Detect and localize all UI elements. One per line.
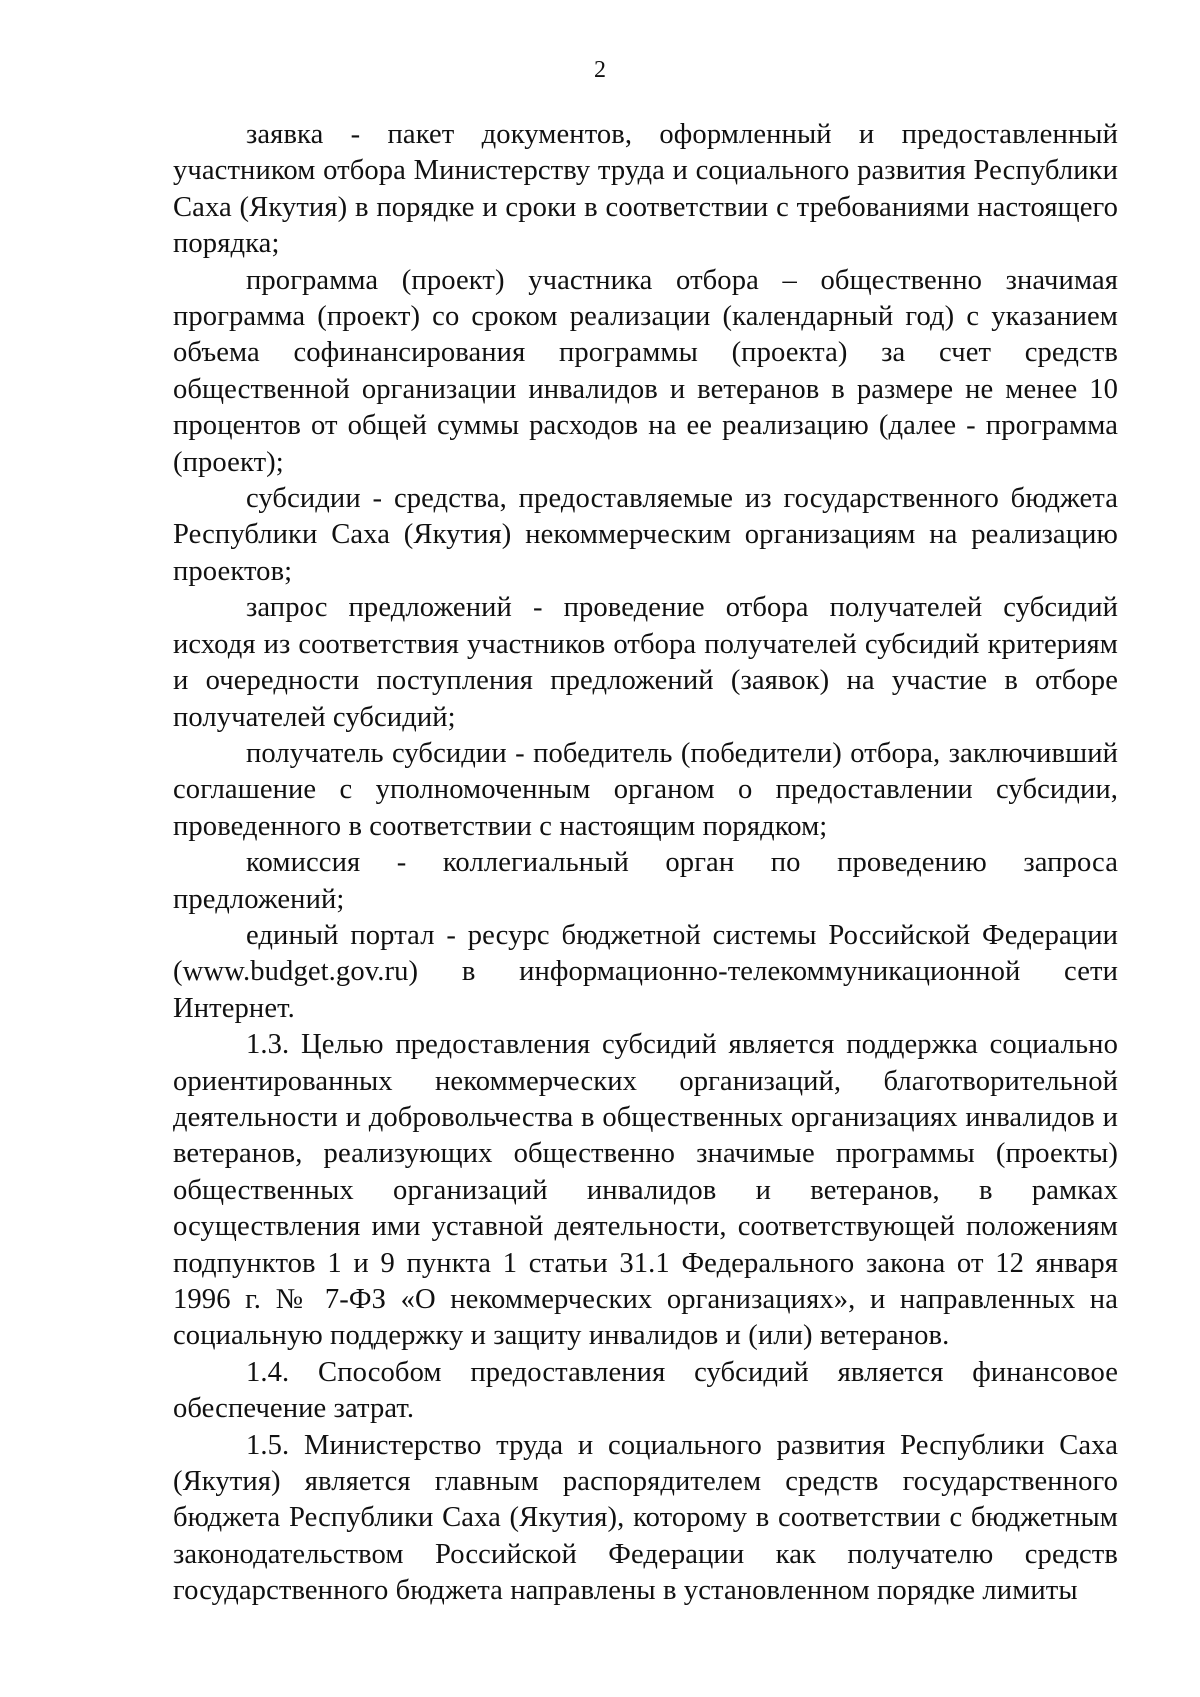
paragraph-commission-definition: комиссия - коллегиальный орган по проведению запроса предложений; <box>173 847 1118 915</box>
paragraph-application-definition: заявка - пакет документов, оформленный и предоставленный участником отбора Министерству труда и социального развития Республики Саха (Якутия) в порядке и сроки в соответствии с требованиями настоящего порядка; <box>173 119 1118 260</box>
paragraph-recipient-definition: получатель субсидии - победитель (победители) отбора, заключивший соглашение с уполномоченным органом о предоставлении субсидии, проведенного в соответствии с настоящим порядком; <box>173 737 1118 842</box>
paragraph-section-1-5: 1.5. Министерство труда и социального развития Республики Саха (Якутия) является главным распорядителем средств государственного бюджета Республики Саха (Якутия), которому в соответствии с бюджетным законодательством Российской Федерации как получателю средств государственного бюджета направлены в установленном порядке лимиты <box>173 1429 1118 1607</box>
paragraph-program-definition: программа (проект) участника отбора – общественно значимая программа (проект) со сроком реализации (календарный год) с указанием объема софинансирования программы (проекта) за счет средств общественной организации инвалидов и ветеранов в размере не менее 10 процентов от общей суммы расходов на ее реализацию (далее - программа (проект); <box>173 264 1118 478</box>
paragraph-section-1-4: 1.4. Способом предоставления субсидий является финансовое обеспечение затрат. <box>173 1356 1118 1425</box>
document-body <box>173 117 1118 1610</box>
paragraph-section-1-3: 1.3. Целью предоставления субсидий является поддержка социально ориентированных некоммерческих организаций, благотворительной деятельности и добровольчества в общественных организациях инвалидов и ветеранов, реализующих общественно значимые программы (проекты) общественных организаций инвалидов и ветеранов, в рамках осуществления ими уставной деятельности, соответствующей положениям подпунктов 1 и 9 пункта 1 статьи 31.1 Федерального закона от 12 января 1996 г. № 7-ФЗ «О некоммерческих организациях», и направленных на социальную поддержку и защиту инвалидов и (или) ветеранов. <box>173 1029 1118 1352</box>
paragraph-subsidy-definition: субсидии - средства, предоставляемые из государственного бюджета Республики Саха (Якутия) некоммерческим организациям на реализацию проектов; <box>173 483 1118 587</box>
paragraph-request-definition: запрос предложений - проведение отбора получателей субсидий исходя из соответствия участников отбора получателей субсидий критериям и очередности поступления предложений (заявок) на участие в отборе получателей субсидий; <box>173 592 1118 733</box>
page-number: 2 <box>594 57 606 83</box>
paragraph-portal-definition: единый портал - ресурс бюджетной системы Российской Федерации (www.budget.gov.ru) в информационно-телекоммуникационной сети Интернет. <box>173 919 1118 1024</box>
